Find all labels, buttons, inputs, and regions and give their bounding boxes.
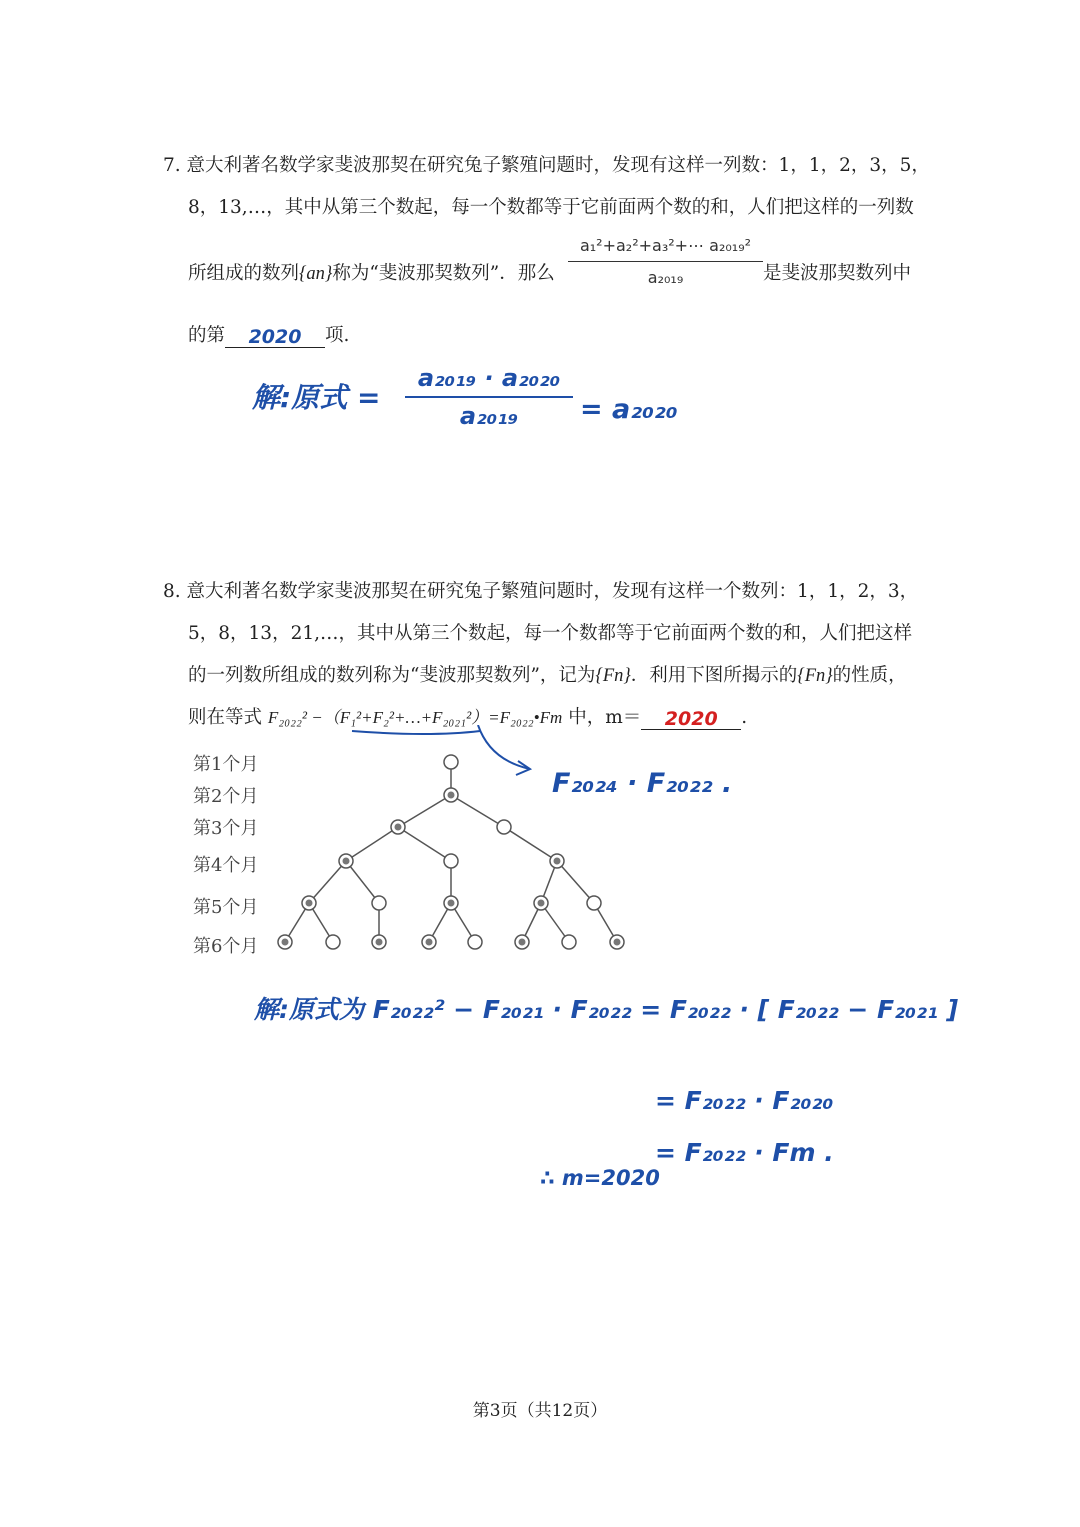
q8-annotation: F₂₀₂₄ · F₂₀₂₂ . [552,768,733,799]
q8-solution-line1: 解:原式为 F₂₀₂₂² − F₂₀₂₁ · F₂₀₂₂ = F₂₀₂₂ · [ F₂₀₂₂ − F₂₀₂₁ ] [254,995,959,1024]
q7-solution-result: = a₂₀₂₀ [580,394,678,425]
month-label-3: 第3个月 [193,818,259,839]
q8-number: 8. [163,581,181,602]
q8-seq-symbol-2: {Fn} [797,666,833,686]
rabbit-node [562,935,576,949]
q8-line1 [163,580,918,604]
month-label-6: 第6个月 [193,936,259,957]
q8-answer-blank[interactable] [641,707,741,730]
q8-line3 [188,664,907,688]
page-footer: 第3页（共12页） [472,1401,608,1421]
q8-text-line2: 5，8，13，21,…，其中从第三个数起，每一个数都等于它前面两个数的和，人们把这样 [188,623,913,644]
q7-line1 [163,154,930,178]
rabbit-tree-diagram [270,750,640,960]
q7-solution-bar [405,396,573,398]
q7-solution-numerator: a₂₀₁₉ · a₂₀₂₀ [417,364,561,392]
q8-equation: F₂₀₂₂² −（F₁²+F₂²+…+F₂₀₂₁²）=F₂₀₂₂•Fm [267,708,563,727]
q7-text-line3c: 是斐波那契数列中 [763,263,912,284]
month-label-4: 第4个月 [193,855,259,876]
q7-answer-blank[interactable] [225,325,325,348]
rabbit-node [444,854,458,868]
q8-seq-symbol: {Fn} [595,666,631,686]
q8-text-line4a: 则在等式 [188,707,263,728]
q8-answer: 2020 [664,708,718,730]
month-label-2: 第2个月 [193,786,259,807]
q7-fraction [568,236,763,287]
q8-text-line1: 意大利著名数学家斐波那契在研究兔子繁殖问题时，发现有这样一个数列：1，1，2，3， [186,581,919,602]
q8-text-line3b: ．利用下图所揭示的 [630,665,798,686]
month-label-5: 第5个月 [193,897,259,918]
q7-text-line2: 8，13,…，其中从第三个数起，每一个数都等于它前面两个数的和，人们把这样的一列数 [188,197,914,218]
q7-solution-label: 解:原式 = [252,381,381,414]
q7-solution-denominator: a₂₀₁₉ [459,402,519,430]
q8-text-line4b: 中，m＝ [568,707,642,728]
q7-solution-fraction [405,364,573,430]
q8-solution-line2: = F₂₀₂₂ · F₂₀₂₀ [655,1086,834,1115]
rabbit-node [497,820,511,834]
q7-line4 [188,324,349,348]
q7-frac-bar [568,261,763,262]
q7-number: 7. [163,155,181,176]
q7-frac-numerator: a₁²+a₂²+a₃²+⋯ a₂₀₁₉² [579,236,752,255]
q7-text-line4b: 项. [325,325,350,346]
q8-text-line3c: 的性质， [832,665,907,686]
q7-frac-denominator: a₂₀₁₉ [647,268,684,287]
q7-answer: 2020 [248,326,302,348]
q8-solution-line4: ∴ m=2020 [540,1166,660,1190]
q8-text-line3a: 的一列数所组成的数列称为“斐波那契数列”，记为 [188,665,596,686]
rabbit-node [372,896,386,910]
rabbit-node [587,896,601,910]
q7-seq-symbol: {an} [299,264,333,284]
q7-text-line3a: 所组成的数列 [188,263,300,284]
q7-line3 [188,262,555,286]
rabbit-node [326,935,340,949]
q8-solution-line3: = F₂₀₂₂ · Fm . [655,1138,834,1167]
month-label-1: 第1个月 [193,754,259,775]
rabbit-node [444,755,458,769]
q7-text-line3b: 称为“斐波那契数列”．那么 [332,263,555,284]
q8-line4-end: . [741,707,748,728]
q7-text-line1: 意大利著名数学家斐波那契在研究兔子繁殖问题时，发现有这样一列数：1，1，2，3，5， [186,155,930,176]
q7-text-line4a: 的第 [188,325,226,346]
rabbit-node [468,935,482,949]
